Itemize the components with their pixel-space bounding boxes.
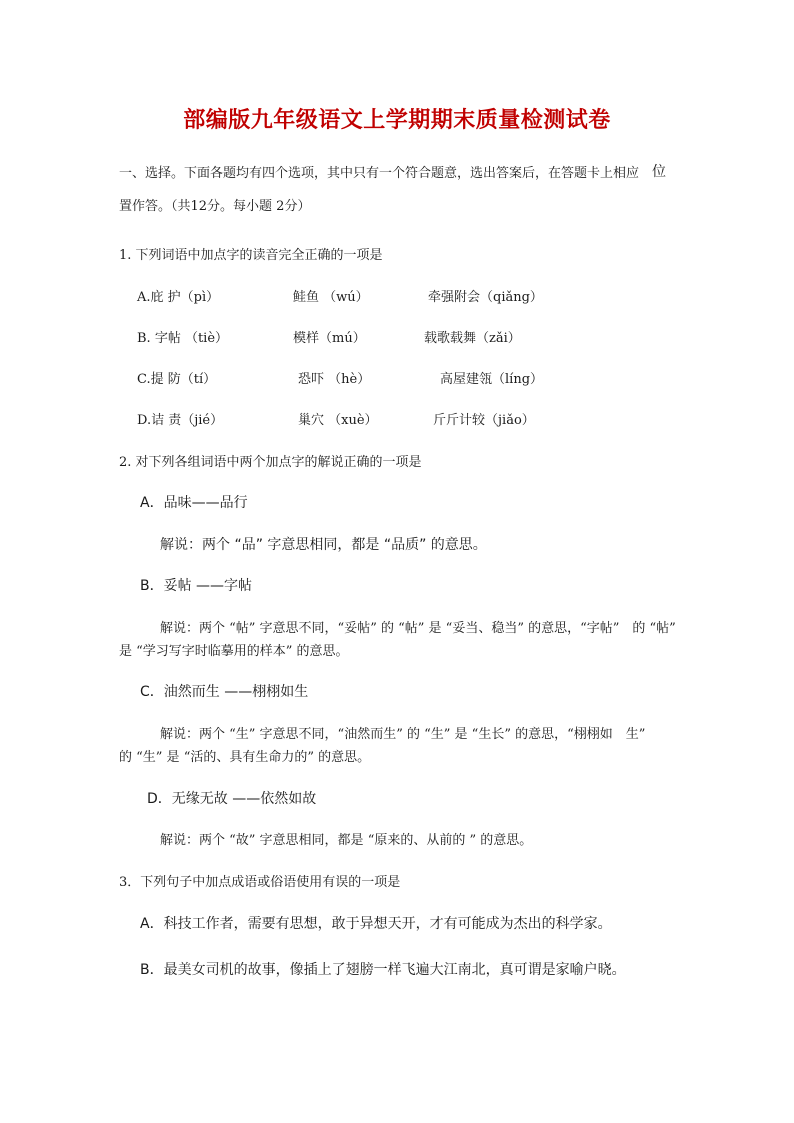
q2-option-d: D．无缘无故 ——依然如故: [147, 791, 317, 807]
q2-option-c-explanation-line2: 的 “生” 是 “活的、具有生命力的” 的意思。: [119, 750, 371, 765]
page-title: 部编版九年级语文上学期期末质量检测试卷: [183, 108, 611, 133]
q3-stem: 3．下列句子中加点成语或俗语使用有误的一项是: [119, 875, 401, 890]
q3-option-b: B．最美女司机的故事，像插上了翅膀一样飞遍大江南北，真可谓是家喻户晓。: [140, 962, 626, 978]
q1-option-d-word1: D.诘 责（jié）: [137, 413, 224, 428]
q1-option-c-word2: 恐吓 （hè）: [298, 372, 371, 387]
q2-option-a: A．品味——品行: [140, 495, 248, 511]
q2-option-b-explanation-line1: 解说：两个 “帖” 字意思不同，“妥帖” 的 “帖” 是 “妥当、稳当” 的意思，“字帖” 的 “帖”: [160, 621, 676, 636]
section1-intro-line1: 一、选择。下面各题均有四个选项，其中只有一个符合题意，选出答案后，在答题卡上相应: [119, 166, 640, 181]
section1-intro-line1-tail: 位: [652, 164, 666, 180]
q1-option-a-word2: 鲑鱼 （wú）: [293, 290, 369, 305]
q1-option-b-word2: 模样（mú）: [293, 331, 366, 346]
q2-option-d-explanation: 解说：两个 “故” 字意思相同，都是 “原来的、从前的 ” 的意思。: [160, 833, 533, 848]
q3-option-a: A．科技工作者，需要有思想，敢于异想天开，才有可能成为杰出的科学家。: [140, 916, 612, 932]
q2-stem: 2. 对下列各组词语中两个加点字的解说正确的一项是: [119, 455, 422, 470]
q1-option-b-word1: B. 字帖 （tiè）: [137, 331, 229, 346]
q1-option-c-word3: 高屋建瓴（líng）: [440, 372, 544, 387]
section1-intro-line2: 置作答。（共12分。每小题 2分）: [119, 199, 311, 214]
q1-option-a-word1: A.庇 护（pì）: [137, 290, 220, 305]
q2-option-b: B．妥帖 ——字帖: [140, 578, 253, 594]
q1-option-a-word3: 牵强附会（qiǎng）: [428, 290, 543, 305]
q2-option-b-explanation-line2: 是 “学习写字时临摹用的样本” 的意思。: [119, 644, 349, 659]
q2-option-a-explanation: 解说：两个 “品” 字意思相同，都是 “品质” 的意思。: [160, 537, 487, 553]
q2-option-c-explanation-line1: 解说：两个 “生” 字意思不同，“油然而生” 的 “生” 是 “生长” 的意思，“栩栩如 生”: [160, 727, 646, 742]
q1-stem: 1. 下列词语中加点字的读音完全正确的一项是: [119, 248, 383, 263]
q2-option-c: C．油然而生 ——栩栩如生: [140, 684, 309, 700]
q1-option-b-word3: 载歌载舞（zǎi）: [424, 331, 521, 346]
q1-option-d-word3: 斤斤计较（jiǎo）: [433, 413, 535, 428]
q1-option-c-word1: C.提 防（tí）: [137, 372, 217, 387]
q1-option-d-word2: 巢穴 （xuè）: [298, 413, 378, 428]
